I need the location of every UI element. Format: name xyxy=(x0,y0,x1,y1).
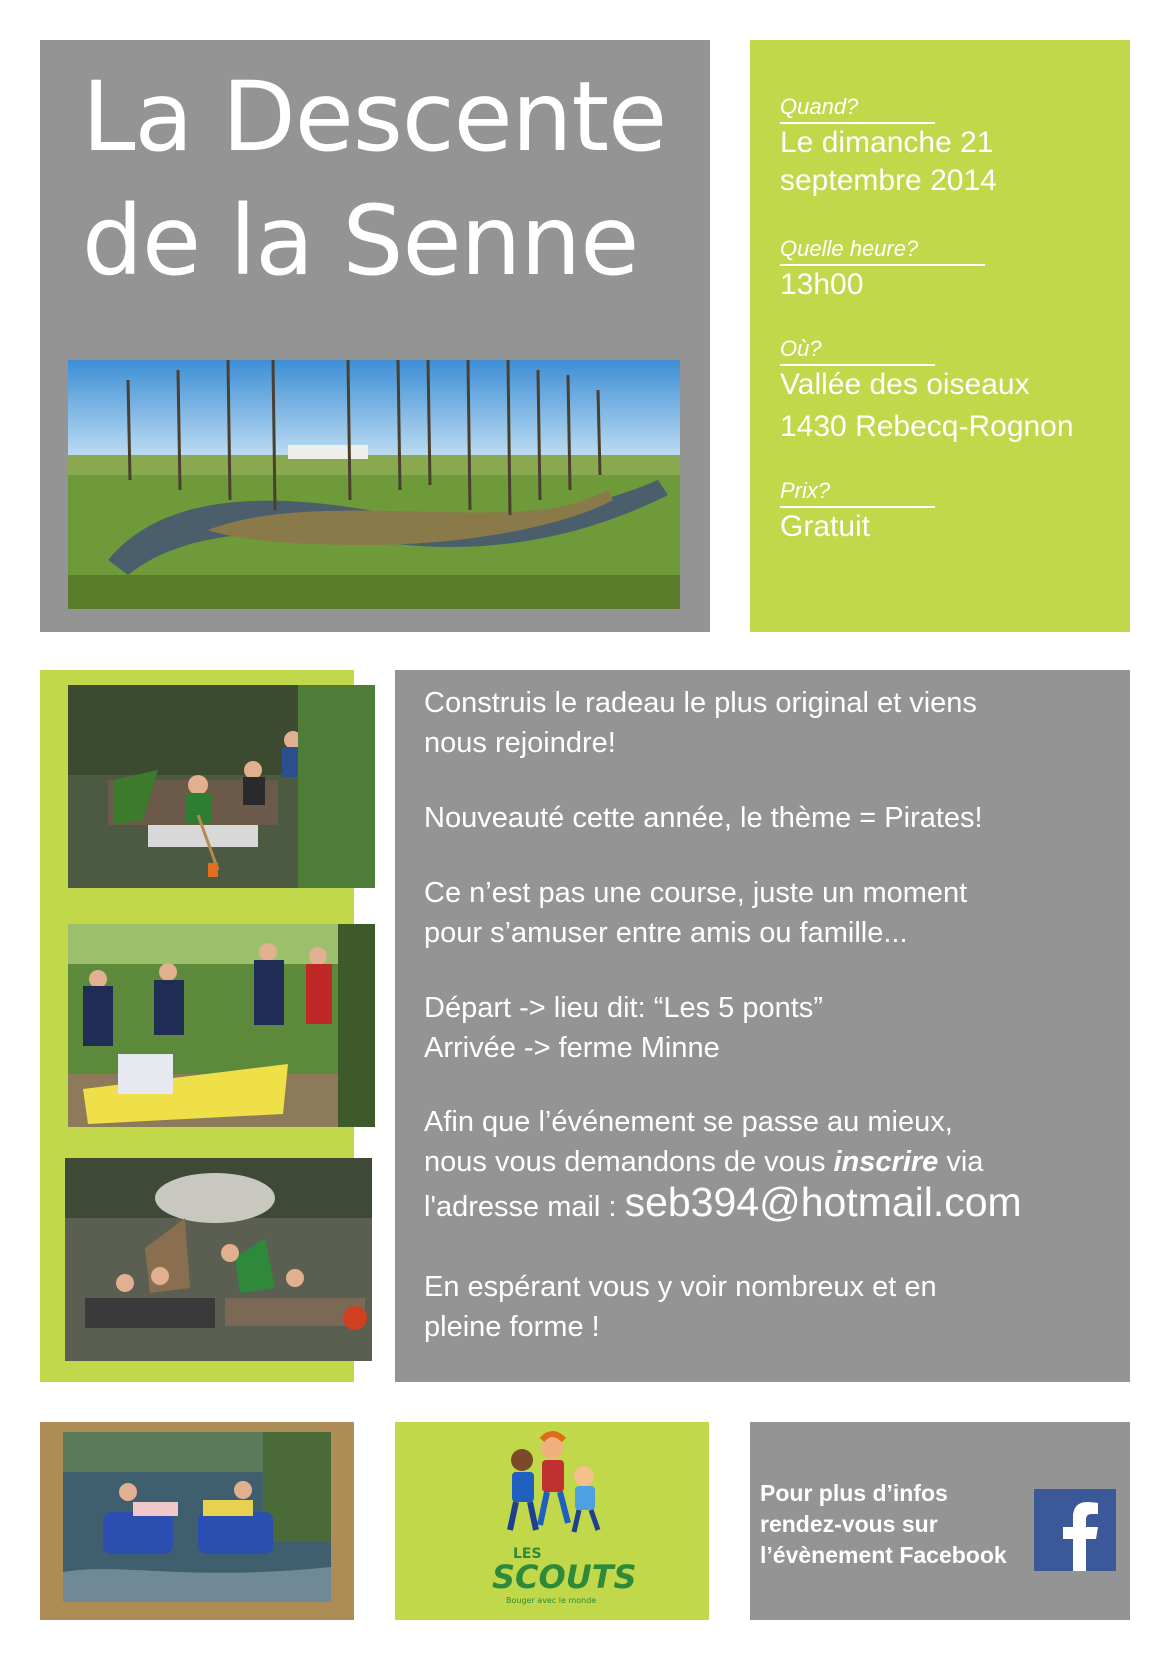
description-p5-line-2-b: via xyxy=(938,1146,984,1178)
raft-photo-3 xyxy=(65,1158,372,1361)
when-label: Quand? xyxy=(780,94,935,124)
description-paragraph-1 xyxy=(424,683,1114,763)
description-p5-line-2 xyxy=(424,1142,1114,1182)
logo-les-text: LES xyxy=(513,1546,542,1562)
departure-line: Départ -> lieu dit: “Les 5 ponts” xyxy=(424,992,823,1024)
description-p6-line-2: pleine forme ! xyxy=(424,1311,600,1343)
description-p6-line-1: En espérant vous y voir nombreux et en xyxy=(424,1271,937,1303)
email-address[interactable]: seb394@hotmail.com xyxy=(624,1179,1022,1225)
title-line-2: de la Senne xyxy=(82,185,639,297)
barrel-float-photo xyxy=(63,1432,331,1602)
facebook-icon[interactable] xyxy=(1034,1489,1116,1571)
facebook-text xyxy=(760,1478,1020,1571)
time-label: Quelle heure? xyxy=(780,236,985,266)
price-value: Gratuit xyxy=(780,510,871,543)
landscape-photo xyxy=(68,360,680,609)
description-p1-line-1: Construis le radeau le plus original et viens xyxy=(424,687,977,719)
svg-text:SCOUTS: SCOUTS xyxy=(492,1558,637,1596)
email-prefix: l'adresse mail : xyxy=(424,1191,625,1223)
facebook-text-line-1: Pour plus d’infos xyxy=(760,1480,948,1506)
register-emphasis: inscrire xyxy=(833,1146,939,1178)
description-p5-line-3 xyxy=(424,1179,1114,1227)
description-paragraph-6 xyxy=(424,1267,1114,1347)
when-value-line-1: Le dimanche 21 xyxy=(780,126,994,159)
description-panel xyxy=(395,670,1130,1382)
description-paragraph-4 xyxy=(424,988,1114,1068)
description-p5-line-2-a: nous vous demandons de vous xyxy=(424,1146,834,1178)
description-paragraph-2: Nouveauté cette année, le thème = Pirates! xyxy=(424,802,983,834)
where-value-line-2: 1430 Rebecq-Rognon xyxy=(780,410,1074,443)
title-line-1: La Descente xyxy=(82,61,667,173)
description-paragraph-3 xyxy=(424,873,1114,953)
event-info-panel xyxy=(750,40,1130,632)
time-value: 13h00 xyxy=(780,268,864,301)
scouts-logo xyxy=(395,1422,709,1620)
description-p3-line-1: Ce n’est pas une course, juste un moment xyxy=(424,877,968,909)
price-label: Prix? xyxy=(780,478,935,508)
description-p5-line-1: Afin que l’événement se passe au mieux, xyxy=(424,1106,953,1138)
description-p3-line-2: pour s’amuser entre amis ou famille... xyxy=(424,917,908,949)
logo-tagline: Bouger avec le monde xyxy=(506,1596,597,1605)
where-value-line-1: Vallée des oiseaux xyxy=(780,368,1030,401)
raft-photo-2 xyxy=(68,924,375,1127)
facebook-panel xyxy=(750,1422,1130,1620)
raft-photo-1 xyxy=(68,685,375,888)
description-paragraph-5 xyxy=(424,1102,1114,1227)
scouts-logo-panel xyxy=(395,1422,709,1620)
where-label: Où? xyxy=(780,336,935,366)
facebook-text-line-3: l’évènement Facebook xyxy=(760,1542,1007,1568)
arrival-line: Arrivée -> ferme Minne xyxy=(424,1032,720,1064)
when-value-line-2: septembre 2014 xyxy=(780,164,997,197)
description-p1-line-2: nous rejoindre! xyxy=(424,727,616,759)
facebook-text-line-2: rendez-vous sur xyxy=(760,1511,938,1537)
